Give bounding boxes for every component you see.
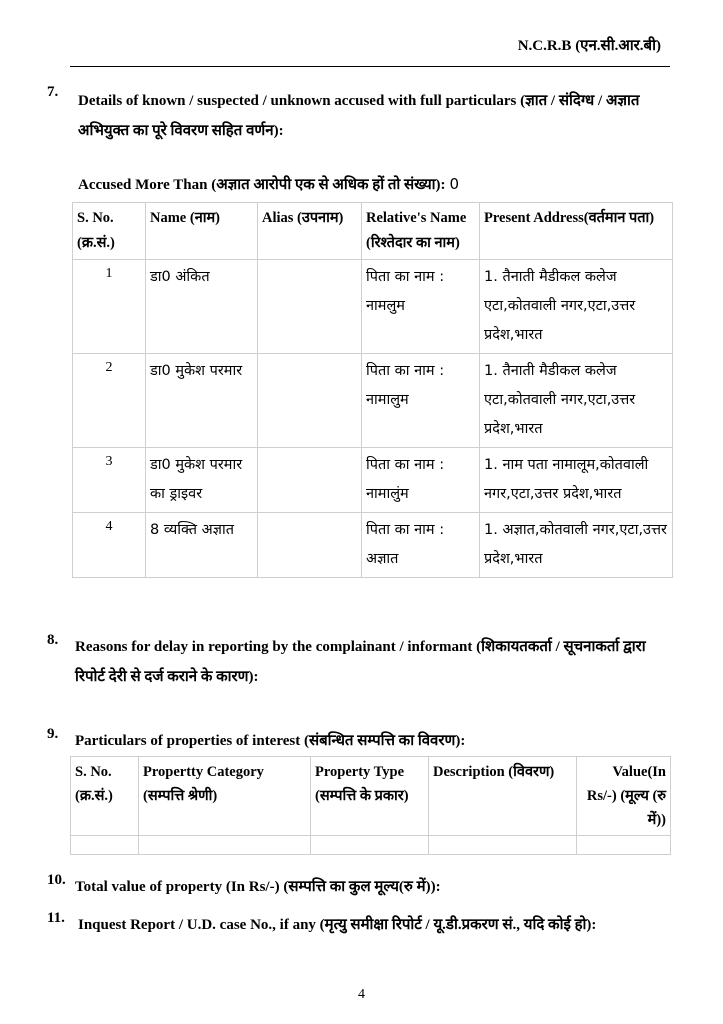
- section-10-heading: Total value of property (In Rs/-) (सम्पत्ति का कुल मूल्य(रु में)):: [75, 879, 441, 895]
- cell-name: 8 व्यक्ति अज्ञात: [146, 513, 258, 578]
- col-name: Name (नाम): [146, 203, 258, 260]
- table-row: [73, 260, 673, 354]
- col-value: Value(In Rs/-) (मूल्य (रु में)): [577, 757, 671, 836]
- empty-cell: [311, 836, 429, 855]
- cell-relative: पिता का नाम : नामालुंम: [362, 448, 480, 513]
- cell-alias: [258, 448, 362, 513]
- accused-more-than: [78, 174, 459, 194]
- cell-address: 1. तैनाती मैडीकल कलेज एटा,कोतवाली नगर,एटा,उत्तर प्रदेश,भारत: [480, 260, 673, 354]
- accused-table: [72, 202, 673, 578]
- col-sno: S. No. (क्र.सं.): [71, 757, 139, 836]
- properties-table-header: [71, 757, 671, 836]
- table-row: [73, 513, 673, 578]
- empty-cell: [429, 836, 577, 855]
- section-10-number: 10.: [47, 872, 66, 888]
- cell-relative: पिता का नाम : अज्ञात: [362, 513, 480, 578]
- cell-sno: 3: [73, 448, 146, 513]
- accused-more-than-label: Accused More Than (अज्ञात आरोपी एक से अधिक हों तो संख्या):: [78, 177, 446, 193]
- section-11-heading: Inquest Report / U.D. case No., if any (मृत्यु समीक्षा रिपोर्ट / यू.डी.प्रकरण सं., यदि कोई हो):: [78, 917, 597, 933]
- cell-address: 1. अज्ञात,कोतवाली नगर,एटा,उत्तर प्रदेश,भारत: [480, 513, 673, 578]
- table-row: [71, 836, 671, 855]
- empty-cell: [71, 836, 139, 855]
- section-9-heading: Particulars of properties of interest (संबन्धित सम्पत्ति का विवरण):: [75, 733, 466, 749]
- accused-more-than-value: 0: [449, 175, 460, 193]
- properties-table: [70, 756, 671, 855]
- col-sno: S. No. (क्र.सं.): [73, 203, 146, 260]
- table-row: [73, 448, 673, 513]
- cell-alias: [258, 354, 362, 448]
- col-relative-name: Relative's Name (रिश्तेदार का नाम): [362, 203, 480, 260]
- section-7-number: 7.: [47, 84, 59, 100]
- cell-name: डा0 मुकेश परमार का ड्राइवर: [146, 448, 258, 513]
- section-8-heading: Reasons for delay in reporting by the complainant / informant (शिकायतकर्ता / सूचनाकर्ता द्वारा रिपोर्ट देरी से दर्ज कराने के कारण):: [75, 639, 646, 685]
- cell-address: 1. तैनाती मैडीकल कलेज एटा,कोतवाली नगर,एटा,उत्तर प्रदेश,भारत: [480, 354, 673, 448]
- col-alias: Alias (उपनाम): [258, 203, 362, 260]
- table-row: [73, 354, 673, 448]
- cell-alias: [258, 513, 362, 578]
- accused-table-header: [73, 203, 673, 260]
- col-property-category: Propertty Category (सम्पत्ति श्रेणी): [139, 757, 311, 836]
- col-present-address: Present Address(वर्तमान पता): [480, 203, 673, 260]
- cell-address: 1. नाम पता नामालूम,कोतवाली नगर,एटा,उत्तर प्रदेश,भारत: [480, 448, 673, 513]
- cell-alias: [258, 260, 362, 354]
- cell-name: डा0 मुकेश परमार: [146, 354, 258, 448]
- section-7-heading: Details of known / suspected / unknown accused with full particulars (ज्ञात / संदिग्ध / अज्ञात अभियुक्त का पूरे विवरण सहित वर्णन):: [78, 93, 640, 139]
- cell-sno: 2: [73, 354, 146, 448]
- section-11-number: 11.: [47, 910, 65, 926]
- col-description: Description (विवरण): [429, 757, 577, 836]
- cell-sno: 1: [73, 260, 146, 354]
- page-number: 4: [358, 987, 365, 1002]
- empty-cell: [139, 836, 311, 855]
- cell-relative: पिता का नाम : नामलुम: [362, 260, 480, 354]
- section-9-number: 9.: [47, 726, 59, 742]
- section-8-number: 8.: [47, 632, 59, 648]
- col-property-type: Property Type (सम्पत्ति के प्रकार): [311, 757, 429, 836]
- cell-sno: 4: [73, 513, 146, 578]
- cell-relative: पिता का नाम : नामालुम: [362, 354, 480, 448]
- page-header-title: N.C.R.B (एन.सी.आर.बी): [517, 38, 661, 54]
- cell-name: डा0 अंकित: [146, 260, 258, 354]
- header-rule: [70, 66, 670, 67]
- empty-cell: [577, 836, 671, 855]
